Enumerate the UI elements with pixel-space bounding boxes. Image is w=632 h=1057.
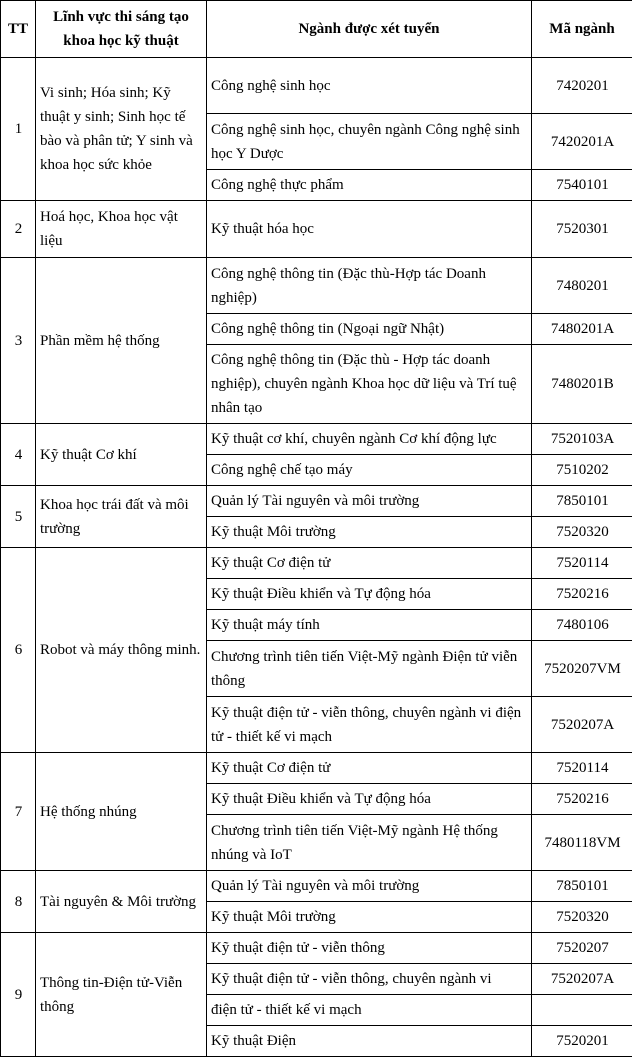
major-name: Công nghệ sinh học, chuyên ngành Công nghệ sinh học Y Dược xyxy=(207,114,532,170)
header-field: Lĩnh vực thi sáng tạo khoa học kỹ thuật xyxy=(36,1,207,58)
major-name: Kỹ thuật điện tử - viễn thông, chuyên ngành vi xyxy=(207,964,532,995)
major-name: Chương trình tiên tiến Việt-Mỹ ngành Điện tử viễn thông xyxy=(207,641,532,697)
major-name: Kỹ thuật cơ khí, chuyên ngành Cơ khí động lực xyxy=(207,424,532,455)
major-code: 7420201 xyxy=(532,58,632,114)
row-number: 1 xyxy=(1,58,36,201)
major-name: Kỹ thuật điện tử - viễn thông xyxy=(207,933,532,964)
major-name: Quản lý Tài nguyên và môi trường xyxy=(207,486,532,517)
major-code: 7520320 xyxy=(532,517,632,548)
major-code: 7480106 xyxy=(532,610,632,641)
major-code: 7520114 xyxy=(532,548,632,579)
table-row xyxy=(1,486,632,517)
row-number: 7 xyxy=(1,753,36,871)
major-code: 7480201A xyxy=(532,314,632,345)
major-code: 7510202 xyxy=(532,455,632,486)
major-code: 7520207 xyxy=(532,933,632,964)
field-name: Hoá học, Khoa học vật liệu xyxy=(36,201,207,258)
major-name: Công nghệ chế tạo máy xyxy=(207,455,532,486)
row-number: 6 xyxy=(1,548,36,753)
field-name: Thông tin-Điện tử-Viễn thông xyxy=(36,933,207,1057)
major-name: Kỹ thuật Cơ điện tử xyxy=(207,548,532,579)
row-number: 4 xyxy=(1,424,36,486)
major-code: 7850101 xyxy=(532,486,632,517)
major-code: 7520114 xyxy=(532,753,632,784)
major-code: 7520216 xyxy=(532,784,632,815)
field-name: Hệ thống nhúng xyxy=(36,753,207,871)
major-name: Kỹ thuật Môi trường xyxy=(207,902,532,933)
field-name: Tài nguyên & Môi trường xyxy=(36,871,207,933)
major-name: Công nghệ thông tin (Đặc thù-Hợp tác Doanh nghiệp) xyxy=(207,258,532,314)
row-number: 2 xyxy=(1,201,36,258)
major-name: Kỹ thuật Điện xyxy=(207,1026,532,1057)
row-number: 3 xyxy=(1,258,36,424)
major-name: điện tử - thiết kế vi mạch xyxy=(207,995,532,1026)
field-name: Robot và máy thông minh. xyxy=(36,548,207,753)
major-name: Kỹ thuật hóa học xyxy=(207,201,532,258)
major-name: Kỹ thuật Điều khiển và Tự động hóa xyxy=(207,784,532,815)
major-code: 7520216 xyxy=(532,579,632,610)
table-row xyxy=(1,933,632,964)
table-row xyxy=(1,753,632,784)
table-row xyxy=(1,548,632,579)
major-name: Công nghệ sinh học xyxy=(207,58,532,114)
field-name: Vi sinh; Hóa sinh; Kỹ thuật y sinh; Sinh học tế bào và phân tử; Y sinh và khoa học sức khỏe xyxy=(36,58,207,201)
field-name: Khoa học trái đất và môi trường xyxy=(36,486,207,548)
field-name: Phần mềm hệ thống xyxy=(36,258,207,424)
major-code: 7520320 xyxy=(532,902,632,933)
header-code: Mã ngành xyxy=(532,1,632,58)
field-name: Kỹ thuật Cơ khí xyxy=(36,424,207,486)
major-name: Kỹ thuật Môi trường xyxy=(207,517,532,548)
major-name: Kỹ thuật máy tính xyxy=(207,610,532,641)
major-code: 7480118VM xyxy=(532,815,632,871)
major-code: 7520207A xyxy=(532,964,632,995)
table-row xyxy=(1,424,632,455)
table-header-row xyxy=(1,1,632,58)
table-row xyxy=(1,201,632,258)
major-code: 7520103A xyxy=(532,424,632,455)
major-name: Kỹ thuật Cơ điện tử xyxy=(207,753,532,784)
table-row xyxy=(1,871,632,902)
major-code: 7850101 xyxy=(532,871,632,902)
row-number: 5 xyxy=(1,486,36,548)
major-name: Kỹ thuật điện tử - viễn thông, chuyên ngành vi điện tử - thiết kế vi mạch xyxy=(207,697,532,753)
major-code: 7520201 xyxy=(532,1026,632,1057)
row-number: 9 xyxy=(1,933,36,1057)
major-code: 7520301 xyxy=(532,201,632,258)
major-code: 7520207A xyxy=(532,697,632,753)
header-major: Ngành được xét tuyển xyxy=(207,1,532,58)
major-name: Công nghệ thông tin (Đặc thù - Hợp tác doanh nghiệp), chuyên ngành Khoa học dữ liệu và Trí tuệ nhân tạo xyxy=(207,345,532,424)
header-tt: TT xyxy=(1,1,36,58)
major-name: Quản lý Tài nguyên và môi trường xyxy=(207,871,532,902)
table-row xyxy=(1,258,632,314)
table-row xyxy=(1,58,632,114)
major-code: 7420201A xyxy=(532,114,632,170)
row-number: 8 xyxy=(1,871,36,933)
major-name: Công nghệ thông tin (Ngoại ngữ Nhật) xyxy=(207,314,532,345)
major-code: 7520207VM xyxy=(532,641,632,697)
major-code: 7540101 xyxy=(532,170,632,201)
major-name: Chương trình tiên tiến Việt-Mỹ ngành Hệ thống nhúng và IoT xyxy=(207,815,532,871)
major-code: 7480201B xyxy=(532,345,632,424)
major-name: Công nghệ thực phẩm xyxy=(207,170,532,201)
major-code: 7480201 xyxy=(532,258,632,314)
major-name: Kỹ thuật Điều khiển và Tự động hóa xyxy=(207,579,532,610)
